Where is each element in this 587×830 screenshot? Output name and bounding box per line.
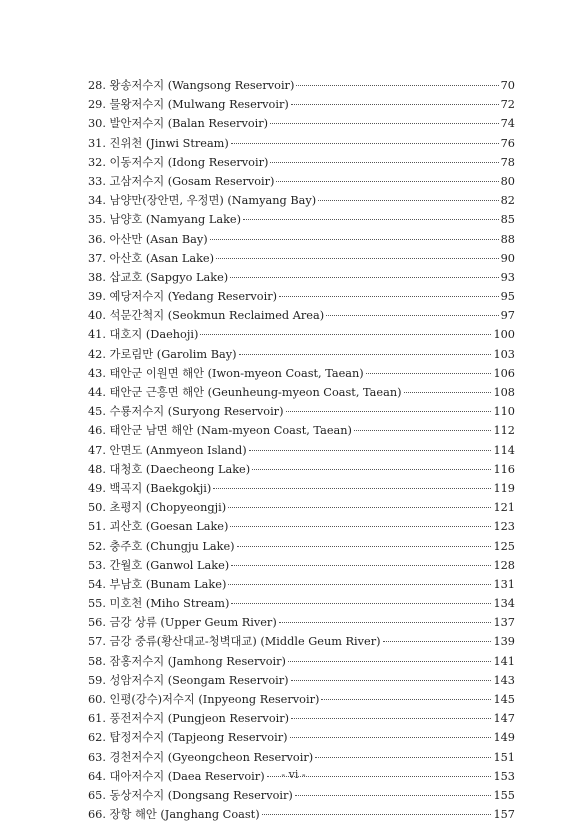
toc-entry-title: 63. 경천저수지 (Gyeongcheon Reservoir) xyxy=(88,750,314,764)
toc-entry-title: 56. 금강 상류 (Upper Geum River) xyxy=(88,616,277,630)
toc-entry[interactable] xyxy=(88,287,515,306)
toc-entry[interactable] xyxy=(88,748,515,767)
dot-leader xyxy=(239,354,492,355)
toc-entry-page-number: 145 xyxy=(493,693,515,706)
toc-entry[interactable] xyxy=(88,306,515,325)
toc-entry-page-number: 88 xyxy=(500,232,515,246)
dot-leader xyxy=(210,239,499,240)
toc-entry-page-number: 137 xyxy=(493,616,515,630)
dot-leader xyxy=(228,584,491,585)
toc-entry[interactable] xyxy=(88,671,515,690)
toc-entry-title: 28. 왕송저수지 (Wangsong Reservoir) xyxy=(88,79,295,92)
dot-leader xyxy=(243,219,499,220)
toc-entry-title: 48. 대청호 (Daecheong Lake) xyxy=(88,462,251,476)
toc-entry-page-number: 112 xyxy=(493,424,515,438)
toc-entry-page-number: 121 xyxy=(493,501,515,515)
toc-entry-title: 34. 남양만(장안면, 우정면) (Namyang Bay) xyxy=(88,194,317,208)
dot-leader xyxy=(296,85,498,86)
dot-leader xyxy=(230,277,498,278)
toc-entry[interactable] xyxy=(88,786,515,805)
toc-entry-title: 53. 간월호 (Ganwol Lake) xyxy=(88,558,230,572)
toc-entry[interactable] xyxy=(88,114,515,133)
toc-entry-title: 33. 고삼저수지 (Gosam Reservoir) xyxy=(88,174,275,188)
dot-leader xyxy=(326,315,498,316)
toc-entry-page-number: 125 xyxy=(493,539,515,553)
toc-entry[interactable] xyxy=(88,249,515,268)
toc-entry[interactable] xyxy=(88,402,515,421)
dot-leader xyxy=(249,450,492,451)
toc-entry-page-number: 85 xyxy=(500,213,515,227)
toc-entry-page-number: 72 xyxy=(500,98,515,112)
toc-entry-title: 54. 부남호 (Bunam Lake) xyxy=(88,577,227,591)
dot-leader xyxy=(231,143,499,144)
toc-entry-page-number: 153 xyxy=(493,769,515,783)
dot-leader xyxy=(237,546,492,547)
dot-leader xyxy=(230,526,491,527)
dot-leader xyxy=(291,104,499,105)
toc-entry-title: 29. 물왕저수지 (Mulwang Reservoir) xyxy=(88,98,289,112)
dot-leader xyxy=(286,411,492,412)
dot-leader xyxy=(262,814,492,815)
dot-leader xyxy=(231,565,491,566)
dot-leader xyxy=(295,795,492,796)
dot-leader xyxy=(383,641,492,642)
toc-entry-title: 60. 인평(강수)저수지 (Inpyeong Reservoir) xyxy=(88,693,320,706)
toc-entry-title: 30. 발안저수지 (Balan Reservoir) xyxy=(88,117,269,131)
toc-entry-page-number: 114 xyxy=(493,443,515,457)
dot-leader xyxy=(291,680,492,681)
toc-entry[interactable] xyxy=(88,230,515,249)
toc-entry-title: 40. 석문간척지 (Seokmun Reclaimed Area) xyxy=(88,309,325,323)
toc-entry-title: 57. 금강 중류(황산대교-청벽대교) (Middle Geum River) xyxy=(88,635,381,649)
toc-entry-page-number: 119 xyxy=(493,481,515,495)
toc-entry[interactable] xyxy=(88,517,515,536)
toc-entry-title: 32. 이동저수지 (Idong Reservoir) xyxy=(88,155,269,169)
toc-entry[interactable] xyxy=(88,172,515,191)
dot-leader xyxy=(276,181,498,182)
dot-leader xyxy=(200,334,491,335)
toc-entry-page-number: 95 xyxy=(500,290,515,304)
table-of-contents xyxy=(88,76,515,824)
toc-entry-title: 43. 태안군 이원면 해안 (Iwon-myeon Coast, Taean) xyxy=(88,366,364,380)
toc-entry-page-number: 70 xyxy=(500,79,515,92)
toc-entry-title: 38. 삽교호 (Sapgyo Lake) xyxy=(88,270,229,284)
toc-entry[interactable] xyxy=(88,613,515,632)
toc-entry-title: 62. 탑정저수지 (Tapjeong Reservoir) xyxy=(88,731,288,745)
toc-entry[interactable] xyxy=(88,498,515,517)
toc-entry-page-number: 155 xyxy=(493,788,515,802)
toc-entry-title: 50. 초평지 (Chopyeongji) xyxy=(88,501,227,515)
toc-entry[interactable] xyxy=(88,191,515,210)
toc-entry-page-number: 139 xyxy=(493,635,515,649)
toc-entry-title: 46. 태안군 남면 해안 (Nam-myeon Coast, Taean) xyxy=(88,424,352,438)
toc-entry-title: 66. 장항 해안 (Janghang Coast) xyxy=(88,808,260,822)
toc-entry[interactable] xyxy=(88,556,515,575)
toc-entry-title: 35. 남양호 (Namyang Lake) xyxy=(88,213,242,227)
toc-entry[interactable] xyxy=(88,690,515,709)
toc-entry[interactable] xyxy=(88,421,515,440)
toc-entry-title: 52. 충주호 (Chungju Lake) xyxy=(88,539,235,553)
toc-entry-page-number: 143 xyxy=(493,673,515,687)
toc-entry-title: 31. 진위천 (Jinwi Stream) xyxy=(88,136,229,150)
toc-entry-title: 65. 동상저수지 (Dongsang Reservoir) xyxy=(88,788,293,802)
dot-leader xyxy=(291,718,491,719)
toc-entry-page-number: 141 xyxy=(493,654,515,668)
dot-leader xyxy=(279,296,499,297)
toc-entry-page-number: 116 xyxy=(493,462,515,476)
toc-entry-title: 36. 아산만 (Asan Bay) xyxy=(88,232,208,246)
dot-leader xyxy=(288,661,491,662)
toc-entry[interactable] xyxy=(88,479,515,498)
dot-leader xyxy=(354,430,492,431)
toc-entry[interactable] xyxy=(88,383,515,402)
toc-entry-title: 58. 잠홍저수지 (Jamhong Reservoir) xyxy=(88,654,286,668)
toc-entry[interactable] xyxy=(88,632,515,651)
toc-entry-page-number: 93 xyxy=(500,270,515,284)
dot-leader xyxy=(321,699,491,700)
toc-entry-title: 45. 수룡저수지 (Suryong Reservoir) xyxy=(88,405,284,419)
toc-entry-page-number: 110 xyxy=(493,405,515,419)
toc-entry[interactable] xyxy=(88,364,515,383)
toc-entry-page-number: 76 xyxy=(500,136,515,150)
toc-entry-title: 44. 태안군 근흥면 해안 (Geunheung-myeon Coast, Taean) xyxy=(88,386,402,399)
toc-entry[interactable] xyxy=(88,95,515,114)
toc-entry-page-number: 151 xyxy=(493,750,515,764)
dot-leader xyxy=(318,200,498,201)
toc-entry-page-number: 128 xyxy=(493,558,515,572)
toc-entry-title: 39. 예당저수지 (Yedang Reservoir) xyxy=(88,290,278,304)
toc-entry-page-number: 90 xyxy=(500,251,515,265)
toc-entry-page-number: 131 xyxy=(493,577,515,591)
toc-entry-page-number: 147 xyxy=(493,712,515,726)
toc-entry[interactable] xyxy=(88,268,515,287)
toc-entry[interactable] xyxy=(88,325,515,344)
toc-entry-page-number: 74 xyxy=(500,117,515,131)
dot-leader xyxy=(279,622,492,623)
toc-entry-page-number: 157 xyxy=(493,808,515,822)
toc-entry[interactable] xyxy=(88,76,515,95)
toc-entry-title: 37. 아산호 (Asan Lake) xyxy=(88,251,215,265)
toc-entry-title: 47. 안면도 (Anmyeon Island) xyxy=(88,443,247,457)
toc-entry-page-number: 149 xyxy=(493,731,515,745)
dot-leader xyxy=(216,258,499,259)
toc-entry-title: 49. 백곡지 (Baekgokji) xyxy=(88,481,212,495)
toc-entry-page-number: 134 xyxy=(493,597,515,611)
toc-entry-page-number: 100 xyxy=(493,328,515,342)
toc-entry-title: 42. 가로림만 (Garolim Bay) xyxy=(88,347,237,361)
dot-leader xyxy=(270,162,498,163)
toc-entry-page-number: 97 xyxy=(500,309,515,323)
dot-leader xyxy=(404,392,492,393)
toc-entry-page-number: 78 xyxy=(500,155,515,169)
toc-entry[interactable] xyxy=(88,709,515,728)
toc-entry-title: 51. 괴산호 (Goesan Lake) xyxy=(88,520,229,534)
page-number-footer: - vi - xyxy=(281,768,306,781)
toc-entry[interactable] xyxy=(88,728,515,747)
dot-leader xyxy=(270,123,499,124)
toc-entry[interactable] xyxy=(88,441,515,460)
toc-entry-page-number: 106 xyxy=(493,366,515,380)
toc-entry-title: 61. 풍전저수지 (Pungjeon Reservoir) xyxy=(88,712,290,726)
dot-leader xyxy=(213,488,491,489)
toc-entry[interactable] xyxy=(88,210,515,229)
toc-entry[interactable] xyxy=(88,537,515,556)
toc-entry[interactable] xyxy=(88,594,515,613)
toc-entry-page-number: 123 xyxy=(493,520,515,534)
toc-entry[interactable] xyxy=(88,134,515,153)
dot-leader xyxy=(252,469,491,470)
toc-entry[interactable] xyxy=(88,575,515,594)
toc-entry-title: 64. 대아저수지 (Daea Reservoir) xyxy=(88,769,265,783)
toc-entry-title: 41. 대호지 (Daehoji) xyxy=(88,328,199,342)
toc-entry-title: 55. 미호천 (Miho Stream) xyxy=(88,597,230,611)
dot-leader xyxy=(366,373,492,374)
dot-leader xyxy=(290,737,492,738)
dot-leader xyxy=(231,603,491,604)
toc-entry-page-number: 108 xyxy=(493,386,515,399)
toc-entry-page-number: 103 xyxy=(493,347,515,361)
toc-entry[interactable] xyxy=(88,460,515,479)
dot-leader xyxy=(228,507,491,508)
toc-entry[interactable] xyxy=(88,345,515,364)
toc-entry[interactable] xyxy=(88,805,515,824)
toc-entry-page-number: 80 xyxy=(500,174,515,188)
toc-entry[interactable] xyxy=(88,153,515,172)
toc-entry-page-number: 82 xyxy=(500,194,515,208)
dot-leader xyxy=(315,757,491,758)
toc-entry-title: 59. 성암저수지 (Seongam Reservoir) xyxy=(88,673,289,687)
toc-entry[interactable] xyxy=(88,652,515,671)
